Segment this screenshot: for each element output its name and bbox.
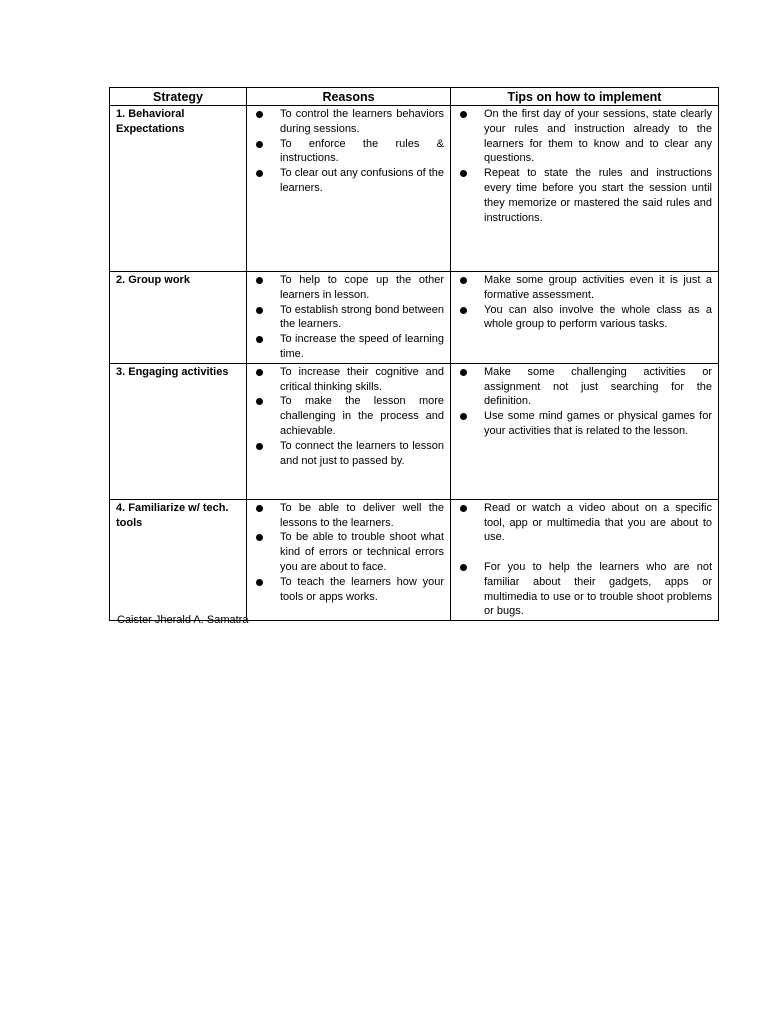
bullet-icon bbox=[256, 369, 263, 376]
list-item: To connect the learners to lesson and not just to passed by. bbox=[253, 439, 444, 469]
bullet-icon bbox=[460, 413, 467, 420]
list-item: To increase the speed of learning time. bbox=[253, 332, 444, 362]
list-item: To help to cope up the other learners in lesson. bbox=[253, 273, 444, 303]
bullet-icon bbox=[256, 170, 263, 177]
list-item: Make some challenging activities or assignment not just searching for the definition. bbox=[457, 365, 712, 409]
list-item: On the first day of your sessions, state clearly your rules and instruction already to the learners for them to know and to clear any questions. bbox=[457, 107, 712, 166]
table-row bbox=[110, 272, 719, 364]
tips-list bbox=[457, 501, 712, 619]
bullet-icon bbox=[460, 277, 467, 284]
reasons-list bbox=[253, 107, 444, 196]
bullet-icon bbox=[460, 111, 467, 118]
tips-cell bbox=[451, 272, 719, 364]
table-row bbox=[110, 499, 719, 620]
bullet-icon bbox=[460, 369, 467, 376]
list-item: To establish strong bond between the learners. bbox=[253, 303, 444, 333]
reasons-list bbox=[253, 273, 444, 362]
list-item: To increase their cognitive and critical thinking skills. bbox=[253, 365, 444, 395]
bullet-icon bbox=[460, 564, 467, 571]
list-item: To control the learners behaviors during sessions. bbox=[253, 107, 444, 137]
tips-cell bbox=[451, 499, 719, 620]
list-item: Repeat to state the rules and instructions every time before you start the session until they memorize or mastered the said rules and instructions. bbox=[457, 166, 712, 225]
list-item: To clear out any confusions of the learners. bbox=[253, 166, 444, 196]
reasons-cell bbox=[247, 499, 451, 620]
table-header-row bbox=[110, 88, 719, 106]
reasons-list bbox=[253, 365, 444, 469]
tips-list bbox=[457, 107, 712, 225]
reasons-cell bbox=[247, 363, 451, 499]
list-item: To teach the learners how your tools or apps works. bbox=[253, 575, 444, 605]
bullet-icon bbox=[460, 505, 467, 512]
bullet-icon bbox=[256, 398, 263, 405]
bullet-icon bbox=[460, 307, 467, 314]
list-item: Use some mind games or physical games for your activities that is related to the lesson. bbox=[457, 409, 712, 439]
reasons-cell bbox=[247, 272, 451, 364]
reasons-list bbox=[253, 501, 444, 605]
header-strategy: Strategy bbox=[110, 88, 247, 106]
bullet-icon bbox=[256, 307, 263, 314]
list-item: You can also involve the whole class as a whole group to perform various tasks. bbox=[457, 303, 712, 333]
reasons-cell bbox=[247, 106, 451, 272]
list-item: Read or watch a video about on a specific tool, app or multimedia that you are about to use. bbox=[457, 501, 712, 545]
list-item: Make some group activities even it is just a formative assessment. bbox=[457, 273, 712, 303]
strategy-cell: 4. Familiarize w/ tech. tools bbox=[110, 499, 247, 620]
tips-cell bbox=[451, 106, 719, 272]
table-row bbox=[110, 106, 719, 272]
bullet-icon bbox=[256, 277, 263, 284]
strategy-cell: 1. Behavioral Expectations bbox=[110, 106, 247, 272]
table-row bbox=[110, 363, 719, 499]
bullet-icon bbox=[256, 111, 263, 118]
author-name: Caister Jherald A. Samatra bbox=[117, 614, 249, 626]
tips-list bbox=[457, 365, 712, 439]
bullet-icon bbox=[256, 443, 263, 450]
list-item: To enforce the rules & instructions. bbox=[253, 137, 444, 167]
tips-list bbox=[457, 273, 712, 332]
strategy-cell: 3. Engaging activities bbox=[110, 363, 247, 499]
bullet-icon bbox=[256, 579, 263, 586]
bullet-icon bbox=[256, 505, 263, 512]
list-item: For you to help the learners who are not familiar about their gadgets, apps or multimedia to use or to trouble shoot problems or bugs. bbox=[457, 560, 712, 619]
bullet-icon bbox=[256, 534, 263, 541]
list-item: To be able to trouble shoot what kind of errors or technical errors you are about to face. bbox=[253, 530, 444, 574]
bullet-icon bbox=[460, 170, 467, 177]
header-reasons: Reasons bbox=[247, 88, 451, 106]
tips-cell bbox=[451, 363, 719, 499]
strategy-table bbox=[109, 87, 719, 621]
bullet-icon bbox=[256, 141, 263, 148]
list-item: To make the lesson more challenging in the process and achievable. bbox=[253, 394, 444, 438]
strategy-cell: 2. Group work bbox=[110, 272, 247, 364]
bullet-icon bbox=[256, 336, 263, 343]
header-tips: Tips on how to implement bbox=[451, 88, 719, 106]
list-item: To be able to deliver well the lessons to the learners. bbox=[253, 501, 444, 531]
